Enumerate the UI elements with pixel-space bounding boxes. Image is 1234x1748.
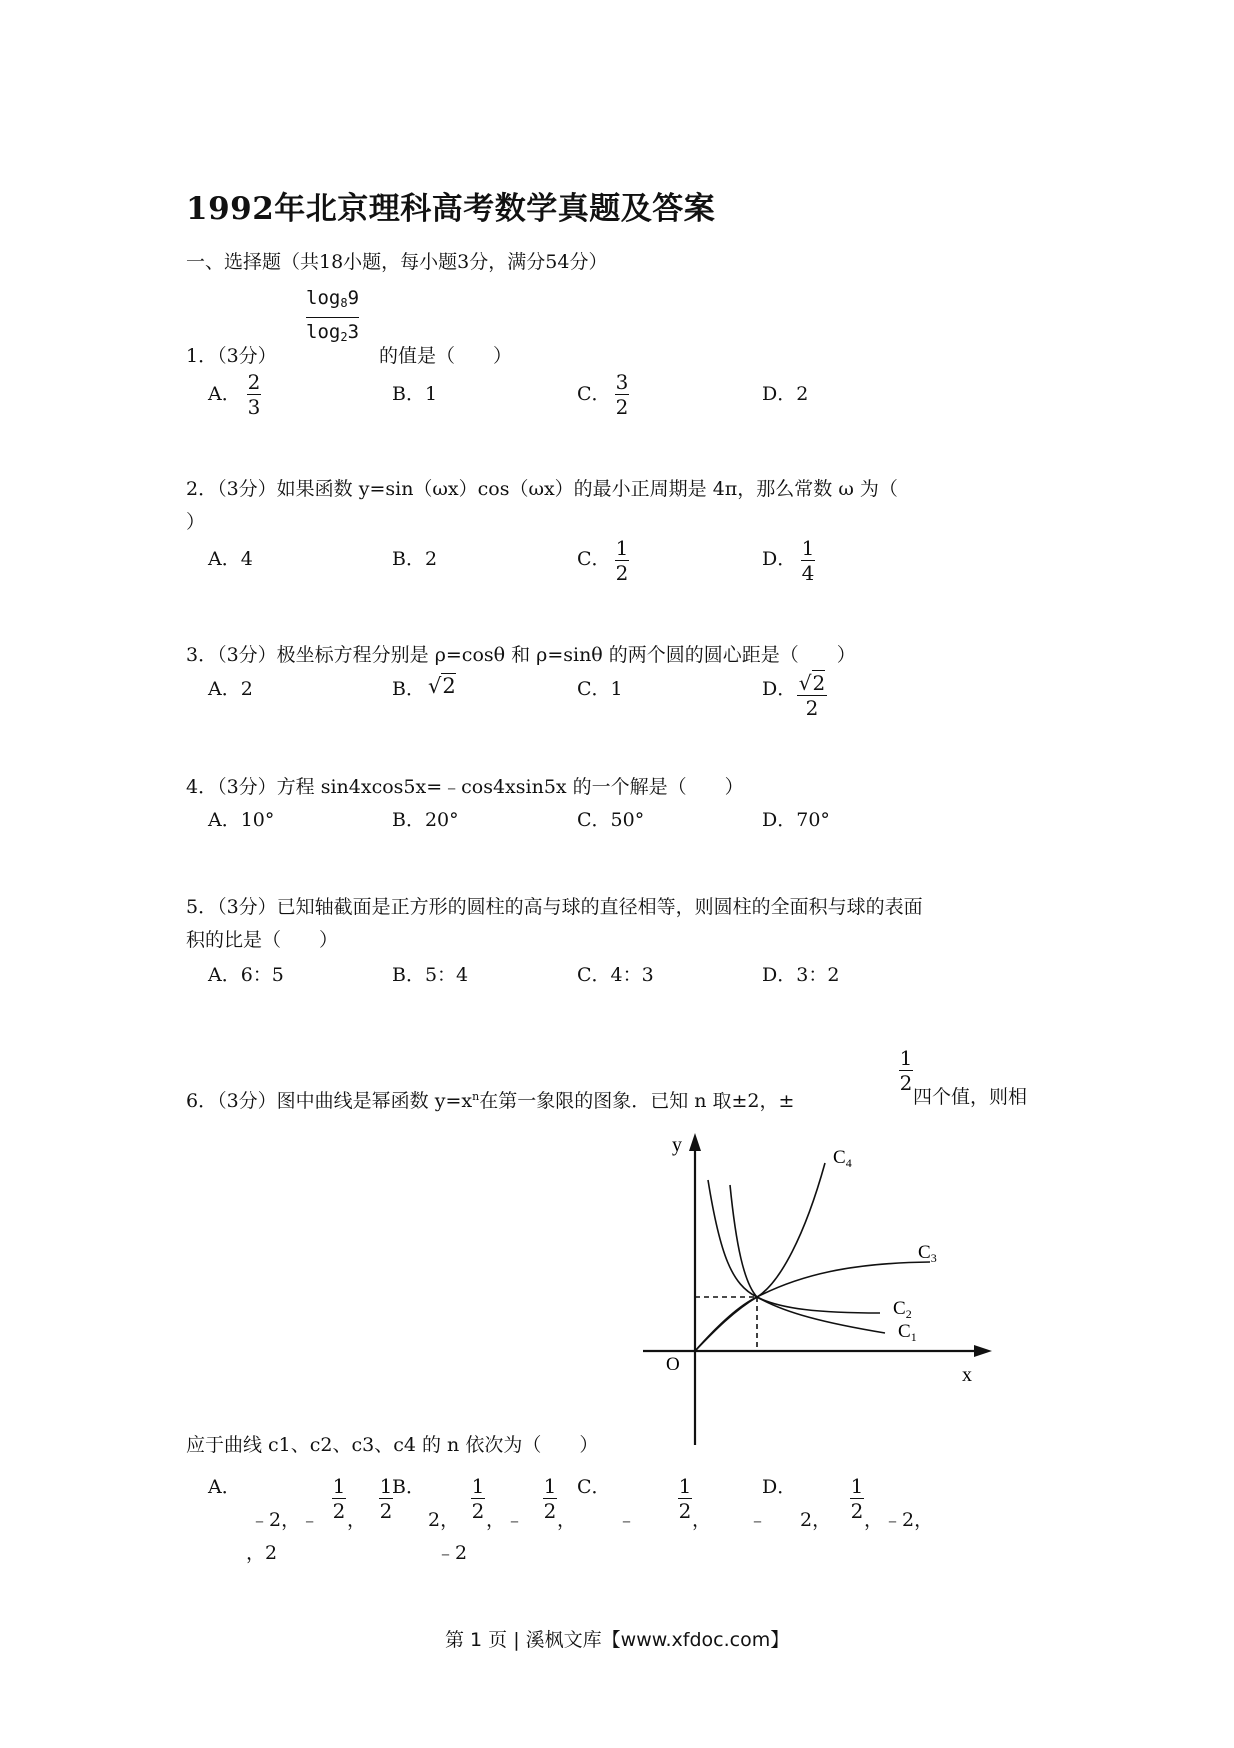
q3-stem: 3．（3分）极坐标方程分别是 ρ=cosθ 和 ρ=sinθ 的两个圆的圆心距是（ ） <box>186 644 856 666</box>
q5-option-b: B．5：4 <box>392 964 469 986</box>
q5-stem-line2: 积的比是（ ） <box>186 929 339 951</box>
q2-option-d: D． <box>762 548 797 570</box>
q1-option-b: B．1 <box>392 383 438 405</box>
section-heading: 一、选择题（共18小题，每小题3分，满分54分） <box>186 251 608 273</box>
q6-option-b-row2b: ，﹣ <box>486 1509 525 1531</box>
q4-option-a: A．10° <box>208 809 275 831</box>
q6-option-c-frac: 1 2 <box>678 1474 692 1523</box>
q5-option-c: C．4：3 <box>577 964 654 986</box>
x-axis-arrow <box>974 1345 992 1357</box>
q6-stem-line2: 应于曲线 c1、c2、c3、c4 的 n 依次为（ ） <box>186 1434 599 1456</box>
q6-option-b: B． <box>392 1476 425 1498</box>
q6-option-b-frac2: 1 2 <box>543 1474 557 1523</box>
q6-option-b-row3: ﹣2 <box>436 1542 468 1564</box>
q1-stem-tail: 的值是（ ） <box>379 345 513 367</box>
q5-option-a: A．6：5 <box>208 964 284 986</box>
q3-option-b-sqrt: √2 <box>428 674 456 698</box>
q4-option-c: C．50° <box>577 809 645 831</box>
q6-option-a-row2: ﹣2，﹣ <box>250 1509 320 1531</box>
q2-option-d-fraction: 1 4 <box>801 536 815 585</box>
q6-option-c-row2a: ﹣ <box>617 1509 637 1531</box>
q6-option-b-frac1: 1 2 <box>471 1474 485 1523</box>
q1-option-a: A． <box>208 383 241 405</box>
q1-log-fraction: $\log_89$ $\log_23$ <box>306 287 360 344</box>
q1-option-c-fraction: 3 2 <box>615 370 629 419</box>
q6-option-a-comma: ， <box>347 1509 367 1531</box>
curve-c1 <box>708 1180 885 1333</box>
q2-stem: 2．（3分）如果函数 y=sin（ωx）cos（ωx）的最小正周期是 4π，那么常数 ω 为（ <box>186 478 898 500</box>
q6-option-c-row2b: ， <box>692 1509 712 1531</box>
q1-option-a-fraction: 2 3 <box>247 370 261 419</box>
q6-option-a-frac2: 1 2 <box>379 1474 393 1523</box>
q6-option-d-row2b: 2， <box>800 1509 832 1531</box>
q3-option-a: A．2 <box>208 678 253 700</box>
page-title: 1992年北京理科高考数学真题及答案 <box>186 191 716 227</box>
x-axis-label: x <box>962 1364 972 1386</box>
q6-option-d: D． <box>762 1476 797 1498</box>
q4-option-d: D．70° <box>762 809 830 831</box>
q4-option-b: B．20° <box>392 809 459 831</box>
q6-option-b-row2c: ， <box>557 1509 577 1531</box>
q6-stem-tail: 四个值，则相 <box>913 1086 1028 1108</box>
q6-option-a: A． <box>208 1476 241 1498</box>
q2-stem-end: ） <box>186 511 206 533</box>
q6-option-b-row2a: 2， <box>428 1509 460 1531</box>
q6-stem: 6．（3分）图中曲线是幂函数 $y=x^n$在第一象限的图象．已知 n 取±2，± <box>186 1090 795 1112</box>
q6-option-d-row2c: ，﹣2， <box>864 1509 934 1531</box>
curve-c4 <box>695 1163 825 1351</box>
q2-option-a: A．4 <box>208 548 253 570</box>
q6-option-a-row3: ，2 <box>246 1542 278 1564</box>
c2-label: $C_2$ <box>893 1298 912 1321</box>
power-function-graph <box>640 1125 1000 1457</box>
q2-option-c-fraction: 1 2 <box>615 536 629 585</box>
q6-option-d-frac: 1 2 <box>850 1474 864 1523</box>
c1-label: $C_1$ <box>898 1321 917 1344</box>
q6-option-c: C． <box>577 1476 611 1498</box>
c3-label: $C_3$ <box>918 1242 937 1265</box>
q3-option-b: B． <box>392 678 425 700</box>
q5-stem: 5．（3分）已知轴截面是正方形的圆柱的高与球的直径相等，则圆柱的全面积与球的表面 <box>186 896 923 918</box>
q5-option-d: D．3：2 <box>762 964 840 986</box>
q3-option-c: C．1 <box>577 678 623 700</box>
q6-option-d-row2a: ﹣ <box>748 1509 768 1531</box>
y-axis-arrow <box>689 1133 701 1151</box>
q3-option-d-fraction: √2 2 <box>798 671 826 720</box>
q6-half-fraction: 1 2 <box>899 1046 913 1095</box>
q2-option-c: C． <box>577 548 611 570</box>
q1-option-d: D．2 <box>762 383 809 405</box>
page-footer: 第 1 页 | 溪枫文库【www.xfdoc.com】 <box>445 1629 790 1651</box>
origin-label: O <box>666 1354 680 1375</box>
y-axis-label: y <box>672 1134 682 1156</box>
q3-option-d: D． <box>762 678 797 700</box>
q6-option-a-frac1: 1 2 <box>332 1474 346 1523</box>
q4-stem: 4．（3分）方程 sin4xcos5x=﹣cos4xsin5x 的一个解是（ ） <box>186 776 744 798</box>
q1-option-c: C． <box>577 383 611 405</box>
q1-number: 1．（3分） <box>186 345 277 367</box>
c4-label: $C_4$ <box>833 1147 852 1170</box>
q2-option-b: B．2 <box>392 548 438 570</box>
